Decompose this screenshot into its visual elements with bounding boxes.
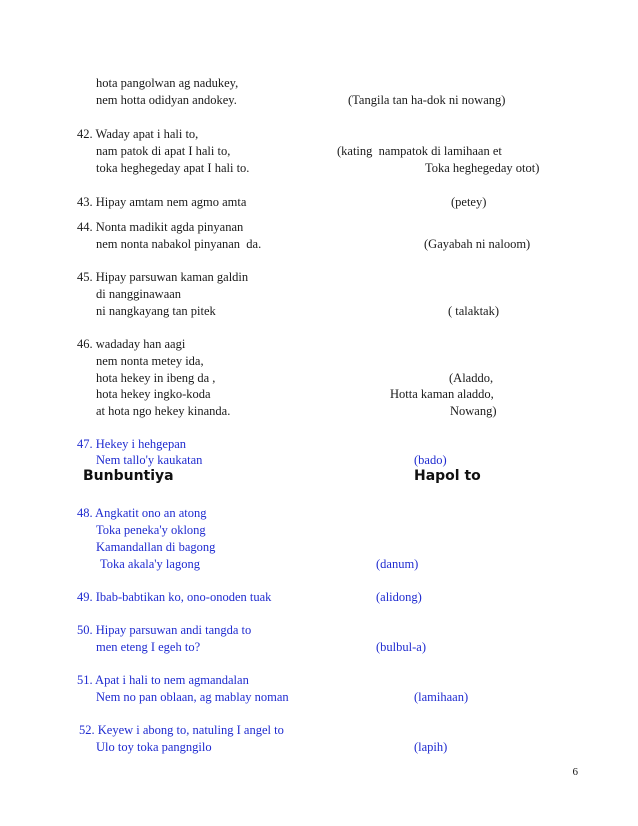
riddle-line: nem hotta odidyan andokey.: [96, 93, 237, 107]
riddle-line: nam patok di apat I hali to,: [96, 144, 231, 158]
riddle-line: 50. Hipay parsuwan andi tangda to: [77, 623, 252, 637]
riddle-line: Kamandallan di bagong: [96, 540, 216, 554]
riddle-answer: (lamihaan): [414, 690, 469, 704]
riddle-answer: Hotta kaman aladdo,: [390, 387, 494, 401]
riddle-answer: (Aladdo,: [449, 371, 494, 385]
riddle-answer: ( talaktak): [448, 304, 500, 318]
riddle-line: hota hekey ingko-koda: [96, 387, 211, 401]
riddle-line: Toka peneka'y oklong: [96, 523, 206, 537]
riddle-line: ni nangkayang tan pitek: [96, 304, 216, 318]
riddle-line: 52. Keyew i abong to, natuling I angel to: [79, 723, 284, 737]
column-heading-right: Hapol to: [414, 468, 481, 484]
riddle-answer: (petey): [451, 195, 487, 209]
riddle-line: at hota ngo hekey kinanda.: [96, 404, 231, 418]
riddle-line: 49. Ibab-babtikan ko, ono-onoden tuak: [77, 590, 272, 604]
riddle-line: 44. Nonta madikit agda pinyanan: [77, 220, 244, 234]
riddle-answer: (lapih): [414, 740, 448, 754]
riddle-line: 43. Hipay amtam nem agmo amta: [77, 195, 247, 209]
riddle-line: Nem no pan oblaan, ag mablay noman: [96, 690, 289, 704]
column-heading-left: Bunbuntiya: [83, 468, 174, 484]
riddle-answer: (bado): [414, 453, 447, 467]
riddle-answer: Nowang): [450, 404, 497, 418]
riddle-line: Nem tallo'y kaukatan: [96, 453, 203, 467]
riddle-line: 45. Hipay parsuwan kaman galdin: [77, 270, 249, 284]
riddle-answer: (danum): [376, 557, 419, 571]
riddle-answer: (bulbul-a): [376, 640, 426, 654]
riddle-line: 47. Hekey i hehgepan: [77, 437, 186, 451]
riddle-line: di nangginawaan: [96, 287, 182, 301]
riddle-line: nem nonta metey ida,: [96, 354, 204, 368]
riddle-line: Toka akala'y lagong: [100, 557, 200, 571]
riddle-line: 42. Waday apat i hali to,: [77, 127, 199, 141]
riddle-line: Ulo toy toka pangngilo: [96, 740, 212, 754]
riddle-line: men eteng I egeh to?: [96, 640, 201, 654]
riddle-line: toka heghegeday apat I hali to.: [96, 161, 250, 175]
riddle-answer: (alidong): [376, 590, 422, 604]
riddle-line: nem nonta nabakol pinyanan da.: [96, 237, 262, 251]
riddle-answer: (Gayabah ni naloom): [424, 237, 531, 251]
riddle-line: 51. Apat i hali to nem agmandalan: [77, 673, 249, 687]
riddle-answer: Toka heghegeday otot): [425, 161, 540, 175]
riddle-answer: (Tangila tan ha-dok ni nowang): [348, 93, 506, 107]
riddle-line: 46. wadaday han aagi: [77, 337, 186, 351]
riddle-line: 48. Angkatit ono an atong: [77, 506, 207, 520]
riddle-line: hota pangolwan ag nadukey,: [96, 76, 239, 90]
riddle-answer: (kating nampatok di lamihaan et: [337, 144, 502, 158]
riddle-line: hota hekey in ibeng da ,: [96, 371, 216, 385]
page-number: 6: [572, 766, 578, 778]
